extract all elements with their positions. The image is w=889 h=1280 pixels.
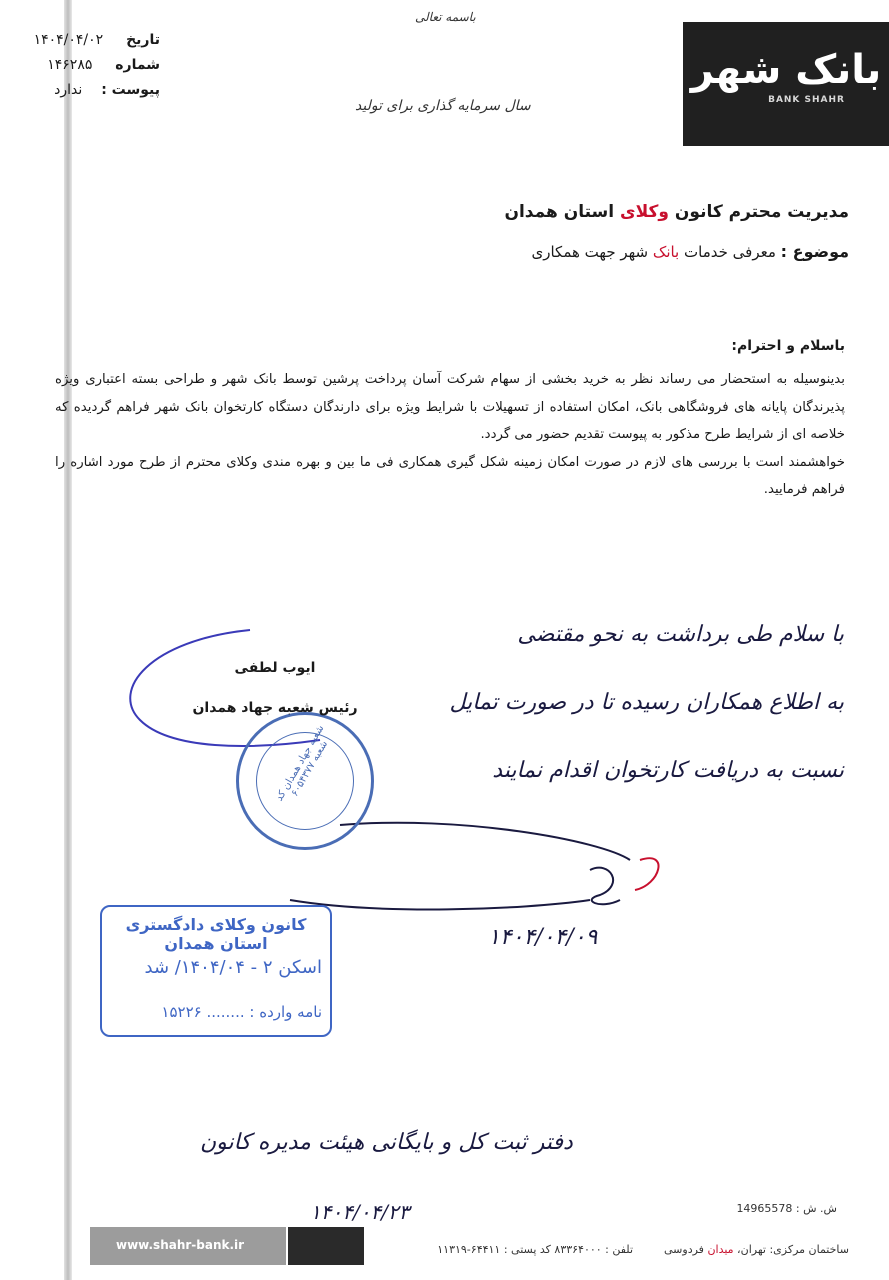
handwritten-bottom-date: ۱۴۰۴/۰۴/۲۳ bbox=[310, 1200, 410, 1224]
handwritten-line-2: به اطلاع همکاران رسیده تا در صورت تمایل bbox=[449, 690, 844, 715]
body-paragraph-1: بدینوسیله به استحضار می رساند نظر به خرید بخشی از سهام شرکت آسان پرداخت پرشین توسط بانک شهر و طراحی بسته اعتباری ویژه پذیرندگان پایانه های فروشگاهی بانک، امکان استفاده از تسهیلات با شرایط ویژه برای دارندگان دستگاه کارتخوان بانک شهر فراهم گردیده که خلاصه ای از شرایط طرح مذکور به پیوست تقدیم حضور می گردد. bbox=[55, 372, 845, 442]
receipt-stamp bbox=[100, 905, 332, 1037]
subject-line bbox=[531, 242, 849, 261]
signature-strokes bbox=[0, 600, 889, 940]
attachment-label: پیوست : bbox=[101, 82, 160, 98]
letter-body bbox=[55, 366, 845, 504]
subject-part1: معرفی خدمات bbox=[679, 243, 776, 261]
recipient-part1: مدیریت محترم کانون bbox=[668, 202, 849, 222]
slogan-note: سال سرمایه گذاری برای تولید bbox=[355, 98, 531, 114]
attachment-value: ندارد bbox=[54, 82, 83, 98]
handwritten-date: ۱۴۰۴/۰۴/۰۹ bbox=[488, 925, 598, 950]
date-row bbox=[0, 32, 160, 48]
footer-dark-block bbox=[288, 1227, 364, 1265]
footer-phone: تلفن : ۸۳۳۶۴۰۰۰ کد پستی : ۶۴۴۱۱-۱۱۳۱۹ bbox=[437, 1243, 634, 1256]
receipt-stamp-number-line: نامه وارده : ........ ۱۵۲۲۶ bbox=[161, 1003, 322, 1021]
subject-part2: بانک bbox=[652, 243, 680, 261]
footer-address-b: میدان bbox=[707, 1243, 734, 1256]
handwritten-line-3: نسبت به دریافت کارتخوان اقدام نمایند bbox=[492, 758, 844, 783]
handwritten-line-1: با سلام طی برداشت به نحو مقتضی bbox=[517, 622, 844, 647]
recipient-part3: استان همدان bbox=[504, 202, 621, 222]
bank-logo-subtitle: BANK SHAHR bbox=[768, 95, 845, 105]
bank-logo-name: بانک شهر bbox=[690, 47, 882, 93]
recipient-part2: وکلای bbox=[620, 202, 669, 222]
number-value: ۱۴۶۲۸۵ bbox=[47, 57, 93, 73]
number-row bbox=[0, 57, 160, 73]
attachment-row bbox=[0, 82, 160, 98]
footer-code: ش. ش : 14965578 bbox=[736, 1202, 837, 1215]
footer-address bbox=[437, 1243, 849, 1256]
date-value: ۱۴۰۴/۰۴/۰۲ bbox=[33, 32, 104, 48]
receipt-stamp-title: کانون وکلای دادگستری استان همدان bbox=[125, 915, 307, 953]
signer-name: ایوب لطفی bbox=[234, 660, 316, 676]
date-label: تاریخ bbox=[126, 32, 160, 48]
signer-title: رئیس شعبه جهاد همدان bbox=[192, 700, 358, 716]
handwritten-bottom-note: دفتر ثبت کل و بایگانی هیئت مدیره کانون bbox=[200, 1130, 573, 1155]
subject-label: موضوع : bbox=[780, 242, 849, 261]
footer-url: www.shahr-bank.ir bbox=[116, 1238, 245, 1252]
footer-address-a: ساختمان مرکزی: تهران، bbox=[733, 1243, 849, 1256]
footer-address-c: فردوسی bbox=[664, 1243, 708, 1256]
greeting: باسلام و احترام: bbox=[731, 338, 845, 354]
bismillah-note: باسمه تعالی bbox=[415, 10, 476, 24]
receipt-stamp-scan-line: اسکن ۲ - ۱۴۰۴/۰۴/ شد bbox=[144, 957, 322, 978]
subject-part3: شهر جهت همکاری bbox=[531, 243, 653, 261]
number-label: شماره bbox=[115, 57, 160, 73]
body-paragraph-2: خواهشمند است با بررسی های لازم در صورت امکان زمینه شکل گیری همکاری فی ما بین و بهره مندی وکلای محترم از طرح مورد اشاره را فراهم فرمایید. bbox=[55, 454, 845, 497]
round-stamp-text: شعبه جهاد همدان کد شعبه ۶۰۵۴۳۷۷ bbox=[274, 723, 331, 804]
recipient-line bbox=[504, 202, 849, 222]
